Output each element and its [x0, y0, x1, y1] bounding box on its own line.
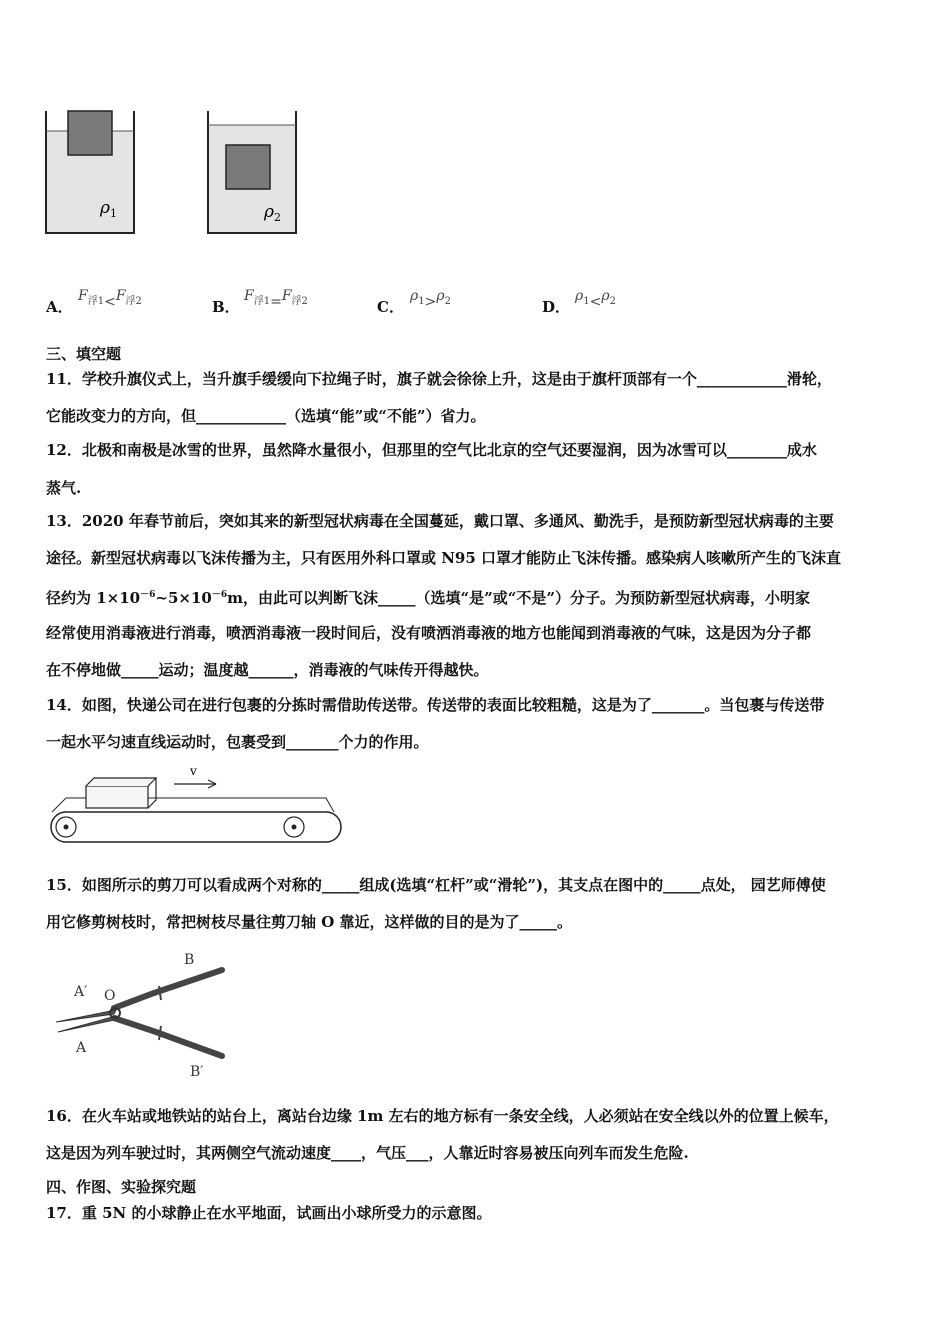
option-d-expr: $\rho_1<\rho_2$	[575, 288, 616, 310]
label-a-prime: A′	[74, 984, 88, 1000]
package-box	[86, 786, 148, 808]
q11-line2: 它能改变力的方向，但____________（选填“能”或“不能”）省力。	[46, 407, 486, 425]
q17-line1: 17．重 5N 的小球静止在水平地面，试画出小球所受力的示意图。	[46, 1204, 492, 1222]
rho2-label: $\rho_2$	[264, 202, 281, 224]
option-b-expr: $F_{浮1}=F_{浮2}$	[244, 288, 308, 310]
buoyancy-figure	[40, 105, 310, 240]
q13-line1: 13．2020 年春节前后，突如其来的新型冠状病毒在全国蔓延，戴口罩、多通风、勤洗手，是预防新型冠状病毒的主要	[46, 512, 834, 530]
label-a: A	[76, 1040, 87, 1056]
velocity-label: v	[190, 764, 197, 778]
label-b-prime: B′	[190, 1064, 204, 1080]
q11-line1: 11．学校升旗仪式上，当升旗手缓缓向下拉绳子时，旗子就会徐徐上升，这是由于旗杆顶部有一个____________滑轮，	[46, 370, 832, 388]
q13-line4: 经常使用消毒液进行消毒，喷洒消毒液一段时间后，没有喷洒消毒液的地方也能闻到消毒液的气味，这是因为分子都	[46, 624, 812, 642]
block-1	[68, 111, 112, 155]
conveyor-belt-figure	[44, 762, 344, 850]
q15-line2: 用它修剪树枝时，常把树枝尽量往剪刀轴 O 靠近，这样做的目的是为了_____。	[46, 913, 573, 931]
option-d-letter: D．	[542, 298, 571, 316]
option-c-expr: $\rho_1>\rho_2$	[410, 288, 451, 310]
q15-line1: 15．如图所示的剪刀可以看成两个对称的_____组成(选填“杠杆”或“滑轮”)，其支点在图中的_____点处， 园艺师傅使	[46, 876, 826, 894]
q13-line2: 途径。新型冠状病毒以飞沫传播为主，只有医用外科口罩或 N95 口罩才能防止飞沫传播。感染病人咳嗽所产生的飞沫直	[46, 549, 842, 567]
q16-line1: 16．在火车站或地铁站的站台上，离站台边缘 1m 左右的地方标有一条安全线，人必须站在安全线以外的位置上候车，	[46, 1107, 839, 1125]
q13-line5: 在不停地做_____运动；温度越______，消毒液的气味传开得越快。	[46, 661, 489, 679]
q12-line2: 蒸气.	[46, 479, 82, 497]
label-o: O	[104, 988, 116, 1004]
block-2	[226, 145, 270, 189]
option-c-letter: C．	[377, 298, 404, 316]
option-b-letter: B．	[212, 298, 240, 316]
section4-title: 四、作图、实验探究题	[46, 1178, 197, 1196]
q13-line3: 径约为 $1\times 10^{-6}\sim 5\times 10^{-6}m$，由此可以判断飞沫_____（选填“是”或“不是”）分子。为预防新型冠状病毒，小明家	[46, 589, 810, 607]
upper-handle	[114, 970, 222, 1008]
label-b: B	[184, 952, 195, 968]
option-a-letter: A．	[46, 298, 73, 316]
option-a-expr: $F_{浮1}<F_{浮2}$	[78, 288, 142, 310]
scissors-figure	[44, 948, 234, 1083]
section3-title: 三、填空题	[46, 345, 122, 363]
q14-line2: 一起水平匀速直线运动时，包裹受到_______个力的作用。	[46, 733, 429, 751]
q16-line2: 这是因为列车驶过时，其两侧空气流动速度____，气压___，人靠近时容易被压向列车而发生危险.	[46, 1144, 689, 1162]
rho1-label: $\rho_1$	[100, 198, 117, 220]
lower-blade	[58, 1016, 116, 1032]
q12-line1: 12．北极和南极是冰雪的世界，虽然降水量很小，但那里的空气比北京的空气还要湿润，因为冰雪可以________成水	[46, 441, 817, 459]
lower-handle	[114, 1018, 222, 1056]
q14-line1: 14．如图，快递公司在进行包裹的分拣时需借助传送带。传送带的表面比较粗糙，这是为了_______。当包裹与传送带	[46, 696, 825, 714]
